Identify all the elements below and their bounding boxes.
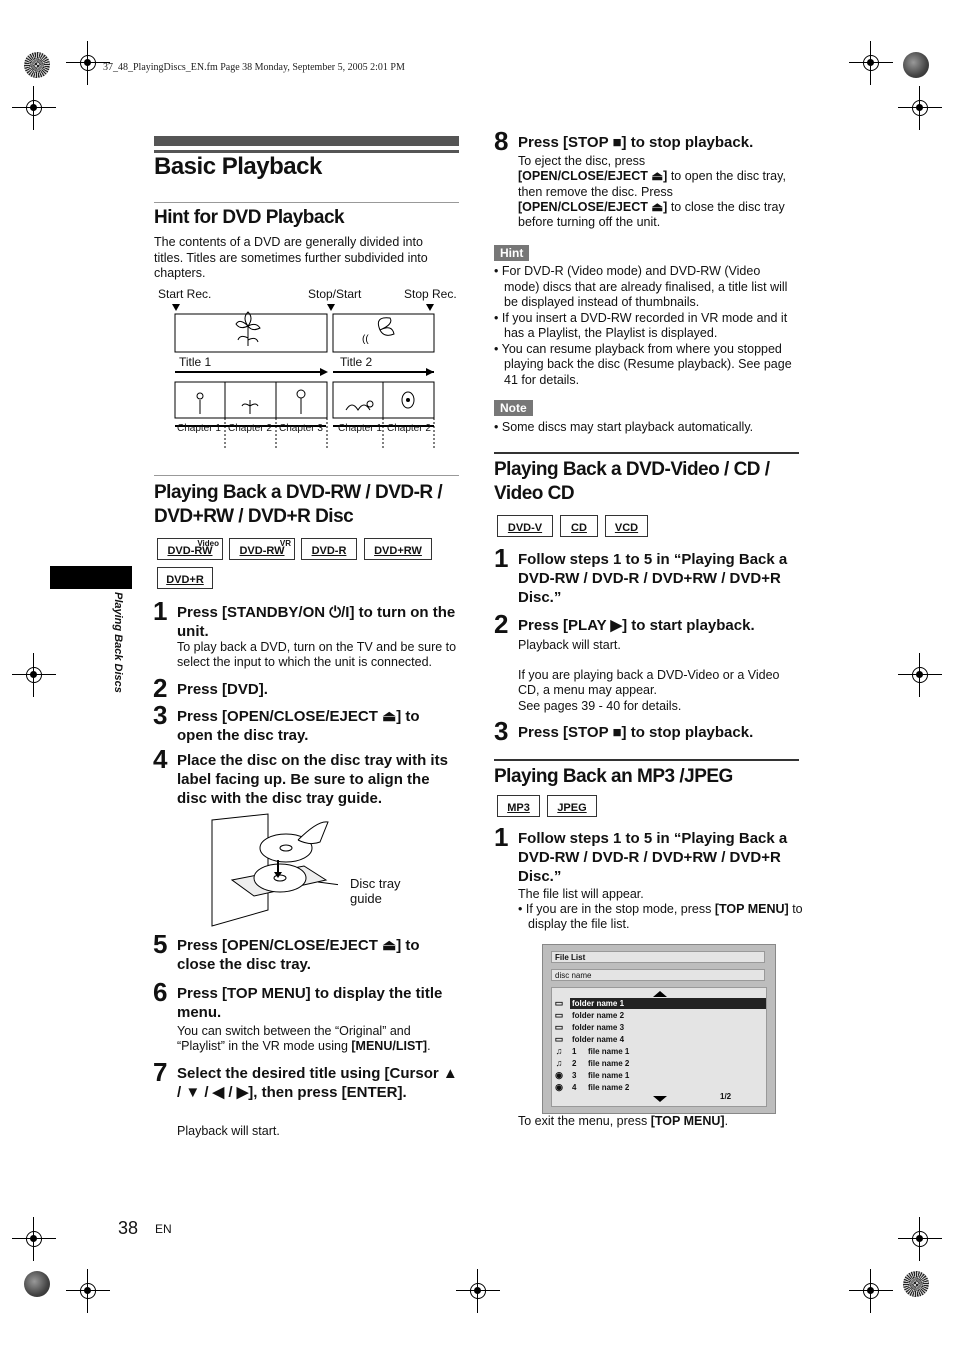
file-list-title: File List: [551, 951, 765, 963]
step-number: 3: [494, 716, 509, 746]
folder-icon: ▭: [554, 1034, 564, 1044]
step-number: 1: [153, 596, 168, 626]
step-detail: If you are playing back a DVD-Video or a Video CD, a menu may appear.: [518, 668, 780, 698]
file-list-screen: [542, 944, 776, 1114]
dvd-rw-video-logo: Video DVD-RW: [157, 538, 223, 560]
video-heading-line2: Video CD: [494, 483, 575, 504]
music-icon: ♫: [555, 1046, 563, 1056]
chapter-label: Chapter 2: [228, 423, 272, 434]
start-rec-label: Start Rec.: [158, 287, 212, 301]
hint-list: [494, 264, 799, 388]
divider: [154, 475, 459, 476]
list-item[interactable]: ▭ folder name 3: [554, 1022, 625, 1032]
step-detail: See pages 39 - 40 for details.: [518, 699, 682, 713]
title-1-label: Title 1: [179, 355, 212, 369]
hint-item: • You can resume playback from where you stopped playing back the disc (Resume playback). See page 41 for details.: [494, 341, 792, 387]
video-heading-line1: Playing Back a DVD-Video / CD /: [494, 459, 770, 480]
registration-mark: [903, 52, 929, 78]
crop-mark: [12, 1217, 56, 1261]
exit-menu-note: To exit the menu, press [TOP MENU].: [518, 1114, 729, 1128]
dvd-r-logo: DVD-R: [301, 538, 357, 560]
step-title: Press [TOP MENU] to display the title menu.: [177, 985, 443, 1021]
step-title: Press [PLAY ▶] to start playback.: [518, 617, 755, 634]
step-number: 1: [494, 822, 509, 852]
folder-icon: ▭: [554, 1022, 564, 1032]
hint-item: • If you insert a DVD-RW recorded in VR mode and it has a Playlist, the Playlist is displayed.: [494, 310, 788, 340]
list-item[interactable]: ◉ 3 file name 1: [555, 1070, 630, 1080]
dvd-v-logo: DVD-V: [497, 515, 553, 537]
crop-mark: [456, 1269, 500, 1313]
step-title: Press [STANDBY/ON ⏻/I] to turn on the unit.: [177, 604, 456, 640]
crop-mark: [12, 653, 56, 697]
file-list: [551, 987, 767, 1107]
folder-icon: ▭: [554, 998, 564, 1008]
cd-logo: CD: [560, 515, 598, 537]
vcd-logo: VCD: [605, 515, 648, 537]
hint-item: • For DVD-R (Video mode) and DVD-RW (Video mode) discs that are already finalised, a title list will be displayed instead of thumbnails.: [494, 264, 788, 309]
dvd-plus-rw-logo: DVD+RW: [364, 538, 432, 560]
folder-icon: ▭: [554, 1010, 564, 1020]
step-number: 3: [153, 700, 168, 730]
crop-mark: [898, 86, 942, 130]
page-number: 38: [118, 1218, 139, 1238]
list-item[interactable]: ▭ folder name 4: [554, 1034, 625, 1044]
crop-mark: [849, 41, 893, 85]
step-detail: To play back a DVD, turn on the TV and be sure to select the input to which the unit is connected.: [177, 640, 457, 670]
step-number: 5: [153, 929, 168, 959]
step-title: Press [STOP ■] to stop playback.: [518, 724, 754, 741]
note-item: • Some discs may start playback automatically.: [494, 420, 754, 434]
list-item[interactable]: ♫ 1 file name 1: [555, 1046, 630, 1056]
step-number: 6: [153, 977, 168, 1007]
mp3-logo: MP3: [497, 795, 540, 817]
page-title: Basic Playback: [154, 153, 322, 180]
scroll-up-icon[interactable]: [653, 991, 667, 997]
hint-dvd-heading: Hint for DVD Playback: [154, 207, 345, 228]
stop-start-label: Stop/Start: [308, 287, 362, 301]
crop-mark: [12, 86, 56, 130]
dvdrw-heading-line1: Playing Back a DVD-RW / DVD-R /: [154, 482, 443, 503]
step-detail: The file list will appear.: [518, 887, 644, 901]
divider: [494, 759, 799, 761]
title-bar: [154, 136, 459, 146]
scroll-down-icon[interactable]: [653, 1096, 667, 1102]
crop-mark: [898, 653, 942, 697]
language-code: EN: [155, 1222, 172, 1236]
step-title: Place the disc on the disc tray with its label facing up. Be sure to align the disc with the disc tray guide.: [177, 752, 448, 807]
step-number: 2: [153, 673, 168, 703]
side-tab: [50, 566, 132, 589]
divider: [494, 452, 799, 454]
hint-tag: Hint: [494, 245, 529, 261]
chapter-label: Chapter 2: [387, 423, 431, 434]
note-list: [494, 420, 799, 436]
hint-dvd-body: The contents of a DVD are generally divided into titles. Titles are sometimes further subdivided into chapters.: [154, 235, 428, 280]
step-detail: To eject the disc, press [OPEN/CLOSE/EJECT ⏏] to open the disc tray, then remove the disc. Press [OPEN/CLOSE/EJECT ⏏] to close the disc tray before turning off the unit.: [518, 154, 786, 230]
jpeg-logo: JPEG: [547, 795, 597, 817]
step-detail: • If you are in the stop mode, press [TOP MENU] to display the file list.: [518, 902, 803, 932]
camera-icon: ◉: [555, 1070, 563, 1080]
step-detail: Playback will start.: [177, 1124, 280, 1138]
registration-mark: [24, 52, 50, 78]
disc-name-field: disc name: [551, 969, 765, 981]
list-item[interactable]: ▭ folder name 1: [552, 998, 766, 1009]
step-title: Select the desired title using [Cursor ▲ / ▼ / ◀ / ▶], then press [ENTER].: [177, 1065, 458, 1101]
svg-text:((: ((: [362, 334, 369, 345]
step-title: Follow steps 1 to 5 in “Playing Back a DVD-RW / DVD-R / DVD+RW / DVD+R Disc.”: [518, 551, 788, 606]
disc-tray-illustration: [208, 810, 338, 932]
step-title: Follow steps 1 to 5 in “Playing Back a DVD-RW / DVD-R / DVD+RW / DVD+R Disc.”: [518, 830, 788, 885]
step-title: Press [DVD].: [177, 681, 268, 698]
registration-mark: [903, 1271, 929, 1297]
title-2-label: Title 2: [340, 355, 373, 369]
registration-mark: [24, 1271, 50, 1297]
page-indicator: 1/2: [720, 1092, 732, 1101]
step-detail: Playback will start.: [518, 638, 621, 652]
side-tab-label: Playing Back Discs: [112, 592, 124, 693]
camera-icon: ◉: [555, 1082, 563, 1092]
note-tag: Note: [494, 400, 533, 416]
crop-mark: [898, 1217, 942, 1261]
mp3-heading: Playing Back an MP3 /JPEG: [494, 766, 733, 787]
list-item[interactable]: ▭ folder name 2: [554, 1010, 625, 1020]
list-item[interactable]: ♫ 2 file name 2: [555, 1058, 630, 1068]
step-title: Press [STOP ■] to stop playback.: [518, 134, 754, 151]
disc-tray-guide-label: Disc tray guide: [350, 876, 401, 907]
list-item[interactable]: ◉ 4 file name 2: [555, 1082, 630, 1092]
stop-rec-label: Stop Rec.: [404, 287, 457, 301]
step-title: Press [OPEN/CLOSE/EJECT ⏏] to open the disc tray.: [177, 708, 420, 744]
step-number: 4: [153, 744, 168, 774]
step-number: 8: [494, 126, 509, 156]
step-number: 1: [494, 543, 509, 573]
music-icon: ♫: [555, 1058, 563, 1068]
dvdrw-heading-line2: DVD+RW / DVD+R Disc: [154, 506, 354, 527]
crop-mark: [849, 1269, 893, 1313]
chapter-label: Chapter 1: [338, 423, 382, 434]
chapter-label: Chapter 1: [177, 423, 221, 434]
chapter-label: Chapter 3: [279, 423, 323, 434]
step-number: 2: [494, 609, 509, 639]
step-number: 7: [153, 1057, 168, 1087]
dvd-plus-r-logo: DVD+R: [157, 567, 213, 589]
crop-mark: [66, 1269, 110, 1313]
dvd-rw-vr-logo: VR DVD-RW: [229, 538, 295, 560]
step-title: Press [OPEN/CLOSE/EJECT ⏏] to close the disc tray.: [177, 937, 420, 973]
step-detail: You can switch between the “Original” and “Playlist” in the VR mode using [MENU/LIST].: [177, 1024, 431, 1054]
file-header: 37_48_PlayingDiscs_EN.fm Page 38 Monday, September 5, 2005 2:01 PM: [103, 62, 405, 73]
divider: [154, 202, 459, 203]
